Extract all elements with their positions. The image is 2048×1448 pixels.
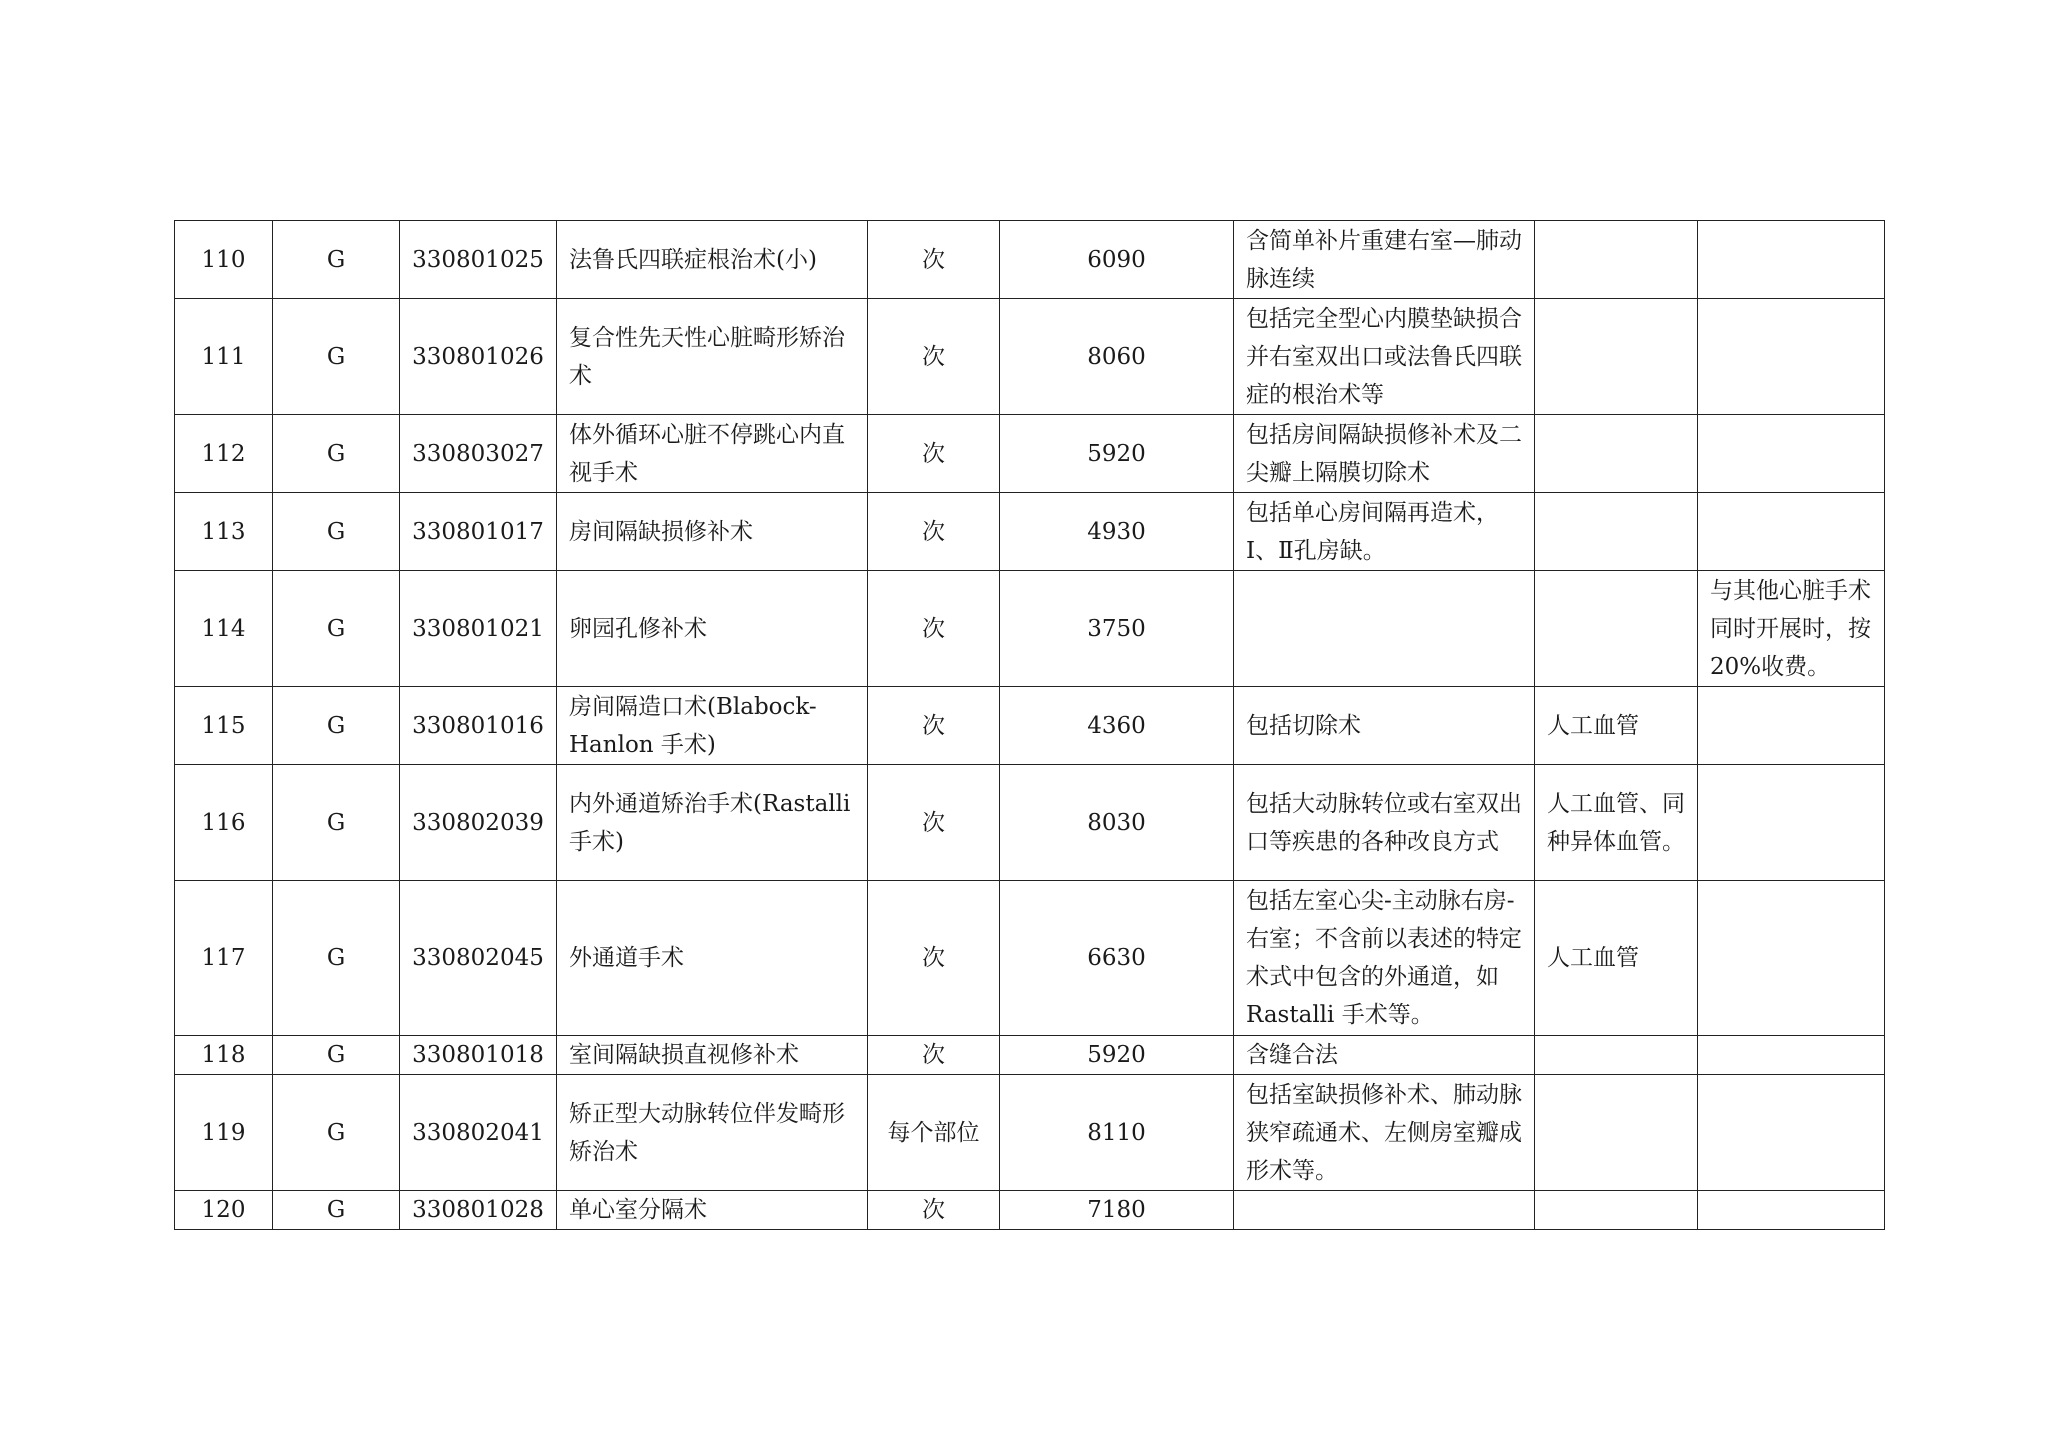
note-cell <box>1698 1036 1885 1075</box>
table-row <box>175 493 1885 571</box>
excluded-cell <box>1535 571 1698 687</box>
category-cell: G <box>273 415 400 493</box>
table-row <box>175 1191 1885 1230</box>
excluded-cell <box>1535 1036 1698 1075</box>
item-name-cell: 房间隔造口术(Blabock-Hanlon 手术) <box>557 687 868 765</box>
note-cell <box>1698 765 1885 881</box>
seq-cell: 110 <box>175 221 273 299</box>
content-cell <box>1234 1191 1535 1230</box>
unit-cell: 每个部位 <box>868 1075 1000 1191</box>
seq-cell: 118 <box>175 1036 273 1075</box>
item-name-cell: 法鲁氏四联症根治术(小) <box>557 221 868 299</box>
unit-cell: 次 <box>868 221 1000 299</box>
category-cell: G <box>273 1036 400 1075</box>
price-cell: 4930 <box>1000 493 1234 571</box>
content-cell <box>1234 571 1535 687</box>
seq-cell: 120 <box>175 1191 273 1230</box>
price-cell: 6090 <box>1000 221 1234 299</box>
category-cell: G <box>273 1075 400 1191</box>
seq-cell: 117 <box>175 881 273 1036</box>
category-cell: G <box>273 765 400 881</box>
table-row <box>175 221 1885 299</box>
excluded-cell: 人工血管 <box>1535 687 1698 765</box>
price-cell: 8030 <box>1000 765 1234 881</box>
category-cell: G <box>273 571 400 687</box>
note-cell <box>1698 299 1885 415</box>
note-cell <box>1698 1191 1885 1230</box>
table-row <box>175 415 1885 493</box>
table-row <box>175 299 1885 415</box>
item-name-cell: 复合性先天性心脏畸形矫治术 <box>557 299 868 415</box>
unit-cell: 次 <box>868 493 1000 571</box>
table-row <box>175 687 1885 765</box>
price-cell: 6630 <box>1000 881 1234 1036</box>
note-cell <box>1698 881 1885 1036</box>
item-name-cell: 外通道手术 <box>557 881 868 1036</box>
excluded-cell <box>1535 1191 1698 1230</box>
price-cell: 5920 <box>1000 415 1234 493</box>
code-cell: 330802045 <box>400 881 557 1036</box>
excluded-cell: 人工血管、同种异体血管。 <box>1535 765 1698 881</box>
table-row <box>175 1075 1885 1191</box>
seq-cell: 113 <box>175 493 273 571</box>
table-body <box>175 221 1885 1230</box>
seq-cell: 119 <box>175 1075 273 1191</box>
category-cell: G <box>273 881 400 1036</box>
code-cell: 330801028 <box>400 1191 557 1230</box>
note-cell: 与其他心脏手术同时开展时，按 20%收费。 <box>1698 571 1885 687</box>
excluded-cell <box>1535 221 1698 299</box>
code-cell: 330802039 <box>400 765 557 881</box>
code-cell: 330801021 <box>400 571 557 687</box>
unit-cell: 次 <box>868 571 1000 687</box>
category-cell: G <box>273 221 400 299</box>
code-cell: 330801025 <box>400 221 557 299</box>
content-cell: 含缝合法 <box>1234 1036 1535 1075</box>
table-row <box>175 881 1885 1036</box>
item-name-cell: 房间隔缺损修补术 <box>557 493 868 571</box>
seq-cell: 111 <box>175 299 273 415</box>
price-cell: 5920 <box>1000 1036 1234 1075</box>
note-cell <box>1698 415 1885 493</box>
item-name-cell: 内外通道矫治手术(Rastalli 手术) <box>557 765 868 881</box>
unit-cell: 次 <box>868 415 1000 493</box>
unit-cell: 次 <box>868 765 1000 881</box>
unit-cell: 次 <box>868 1191 1000 1230</box>
category-cell: G <box>273 493 400 571</box>
category-cell: G <box>273 687 400 765</box>
excluded-cell <box>1535 1075 1698 1191</box>
content-cell: 包括完全型心内膜垫缺损合并右室双出口或法鲁氏四联症的根治术等 <box>1234 299 1535 415</box>
item-name-cell: 体外循环心脏不停跳心内直视手术 <box>557 415 868 493</box>
price-cell: 8060 <box>1000 299 1234 415</box>
medical-fee-table <box>174 220 1885 1230</box>
unit-cell: 次 <box>868 299 1000 415</box>
unit-cell: 次 <box>868 881 1000 1036</box>
excluded-cell <box>1535 299 1698 415</box>
unit-cell: 次 <box>868 1036 1000 1075</box>
item-name-cell: 卵园孔修补术 <box>557 571 868 687</box>
excluded-cell <box>1535 493 1698 571</box>
note-cell <box>1698 687 1885 765</box>
content-cell: 包括房间隔缺损修补术及二尖瓣上隔膜切除术 <box>1234 415 1535 493</box>
code-cell: 330801017 <box>400 493 557 571</box>
code-cell: 330803027 <box>400 415 557 493</box>
note-cell <box>1698 1075 1885 1191</box>
category-cell: G <box>273 1191 400 1230</box>
price-cell: 3750 <box>1000 571 1234 687</box>
price-cell: 8110 <box>1000 1075 1234 1191</box>
table-row <box>175 571 1885 687</box>
seq-cell: 115 <box>175 687 273 765</box>
table-row <box>175 1036 1885 1075</box>
category-cell: G <box>273 299 400 415</box>
table-row <box>175 765 1885 881</box>
code-cell: 330802041 <box>400 1075 557 1191</box>
note-cell <box>1698 221 1885 299</box>
seq-cell: 114 <box>175 571 273 687</box>
content-cell: 包括室缺损修补术、肺动脉狭窄疏通术、左侧房室瓣成形术等。 <box>1234 1075 1535 1191</box>
content-cell: 包括左室心尖-主动脉右房-右室；不含前以表述的特定术式中包含的外通道，如 Rastalli 手术等。 <box>1234 881 1535 1036</box>
seq-cell: 116 <box>175 765 273 881</box>
content-cell: 含简单补片重建右室—肺动脉连续 <box>1234 221 1535 299</box>
price-cell: 7180 <box>1000 1191 1234 1230</box>
seq-cell: 112 <box>175 415 273 493</box>
content-cell: 包括单心房间隔再造术，Ⅰ、Ⅱ孔房缺。 <box>1234 493 1535 571</box>
content-cell: 包括大动脉转位或右室双出口等疾患的各种改良方式 <box>1234 765 1535 881</box>
code-cell: 330801018 <box>400 1036 557 1075</box>
content-cell: 包括切除术 <box>1234 687 1535 765</box>
item-name-cell: 矫正型大动脉转位伴发畸形矫治术 <box>557 1075 868 1191</box>
price-cell: 4360 <box>1000 687 1234 765</box>
code-cell: 330801026 <box>400 299 557 415</box>
note-cell <box>1698 493 1885 571</box>
code-cell: 330801016 <box>400 687 557 765</box>
excluded-cell: 人工血管 <box>1535 881 1698 1036</box>
item-name-cell: 室间隔缺损直视修补术 <box>557 1036 868 1075</box>
unit-cell: 次 <box>868 687 1000 765</box>
item-name-cell: 单心室分隔术 <box>557 1191 868 1230</box>
excluded-cell <box>1535 415 1698 493</box>
